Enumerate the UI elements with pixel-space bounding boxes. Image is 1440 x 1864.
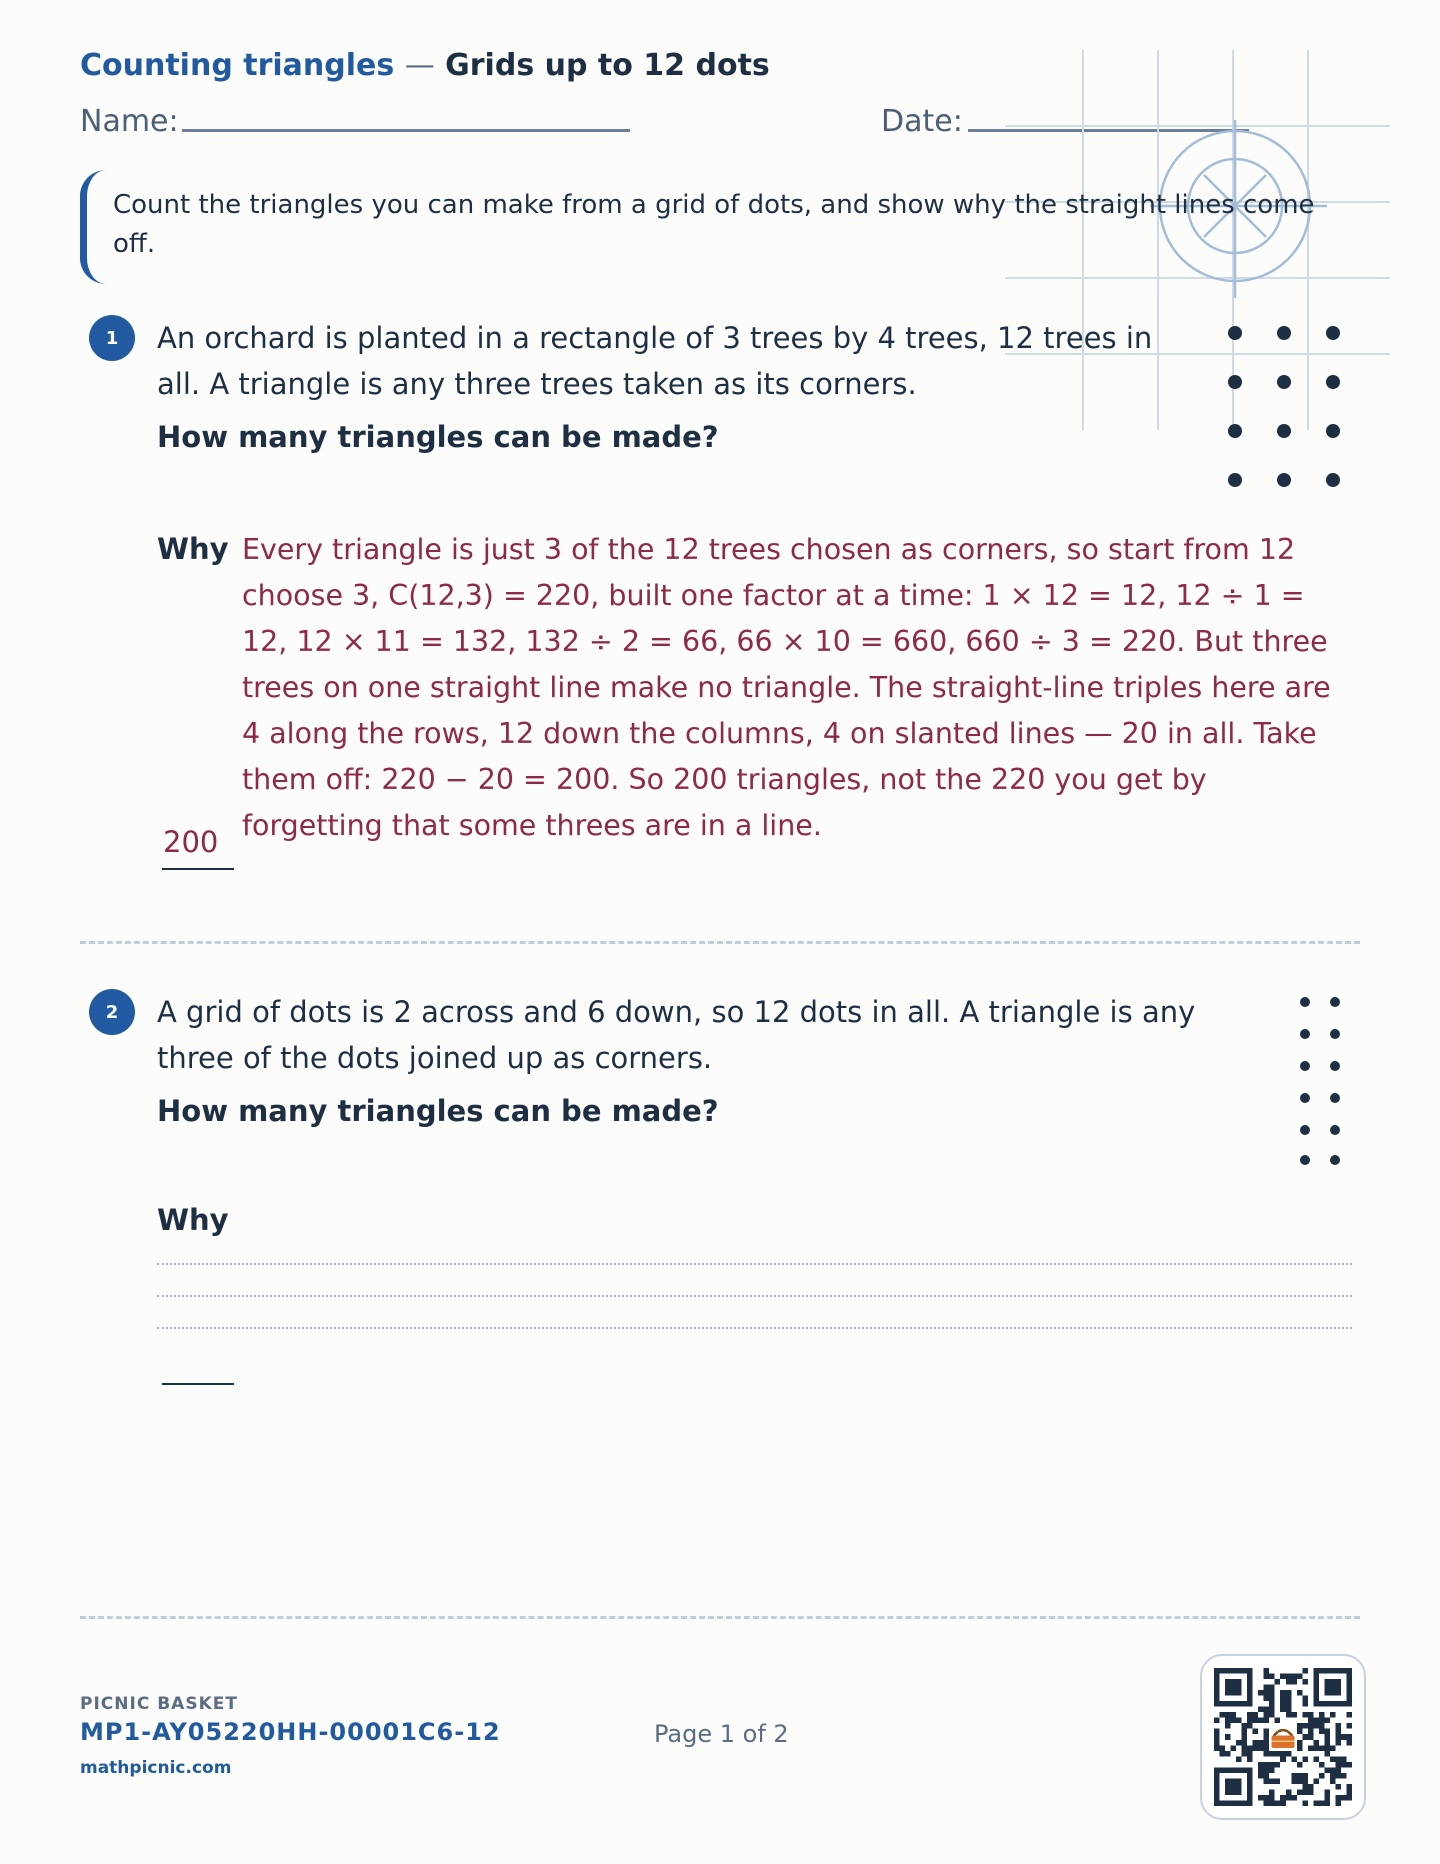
footer-separator xyxy=(80,1616,1360,1619)
question-2-answer-blank[interactable] xyxy=(162,1383,234,1385)
question-2-prompt: How many triangles can be made? xyxy=(157,1094,719,1128)
question-separator xyxy=(80,941,1360,944)
title-subtitle: Grids up to 12 dots xyxy=(445,48,770,83)
why-writing-line[interactable] xyxy=(157,1295,1352,1297)
question-1-prompt: How many triangles can be made? xyxy=(157,420,719,454)
question-2-dot-grid xyxy=(1295,990,1345,1170)
why-writing-line[interactable] xyxy=(157,1327,1352,1329)
question-1-text: An orchard is planted in a rectangle of 3 trees by 4 trees, 12 trees in all. A triangle is any three trees taken as its corners. xyxy=(157,321,1153,401)
question-1-dot-grid xyxy=(1215,315,1345,490)
question-1-why-label: Why xyxy=(157,532,229,566)
brand-label: PICNIC BASKET xyxy=(80,1694,238,1714)
question-2-number: 2 xyxy=(89,989,135,1035)
title-main: Counting triangles xyxy=(80,48,395,83)
name-field[interactable] xyxy=(182,129,630,132)
question-2-why-label: Why xyxy=(157,1203,229,1237)
page-number: Page 1 of 2 xyxy=(654,1720,789,1748)
worksheet-code: MP1-AY05220HH-00001C6-12 xyxy=(80,1718,501,1746)
qr-code-pattern xyxy=(1214,1668,1352,1806)
title-separator: — xyxy=(404,48,435,83)
why-writing-line[interactable] xyxy=(157,1263,1352,1265)
worksheet-title xyxy=(80,48,770,83)
question-1-why-answer[interactable]: Every triangle is just 3 of the 12 trees chosen as corners, so start from 12 choose 3, C(12,3) = 220, built one factor at a time: 1 × 12 = 12, 12 ÷ 1 = 12, 12 × 11 = 132, 132 ÷ 2 = 66, 66 × 10 = 660, 660 ÷ 3 = 220. But three trees on one straight line make no triangle. The straight-line triples here are 4 along the rows, 12 down the columns, 4 on slanted lines — 20 in all. Take them off: 220 − 20 = 200. So 200 triangles, not the 220 you get by forgetting that some threes are in a line. xyxy=(242,533,1331,842)
qr-code xyxy=(1200,1654,1366,1820)
date-label: Date: xyxy=(881,104,963,139)
name-label: Name: xyxy=(80,104,179,139)
question-1-answer-blank[interactable] xyxy=(162,868,234,870)
question-1-number: 1 xyxy=(89,315,135,361)
question-1-answer-value: 200 xyxy=(163,825,219,859)
instructions: Count the triangles you can make from a grid of dots, and show why the straight lines come off. xyxy=(80,170,1320,284)
site-link[interactable]: mathpicnic.com xyxy=(80,1758,232,1778)
question-2-text: A grid of dots is 2 across and 6 down, so 12 dots in all. A triangle is any three of the dots joined up as corners. xyxy=(157,995,1196,1075)
